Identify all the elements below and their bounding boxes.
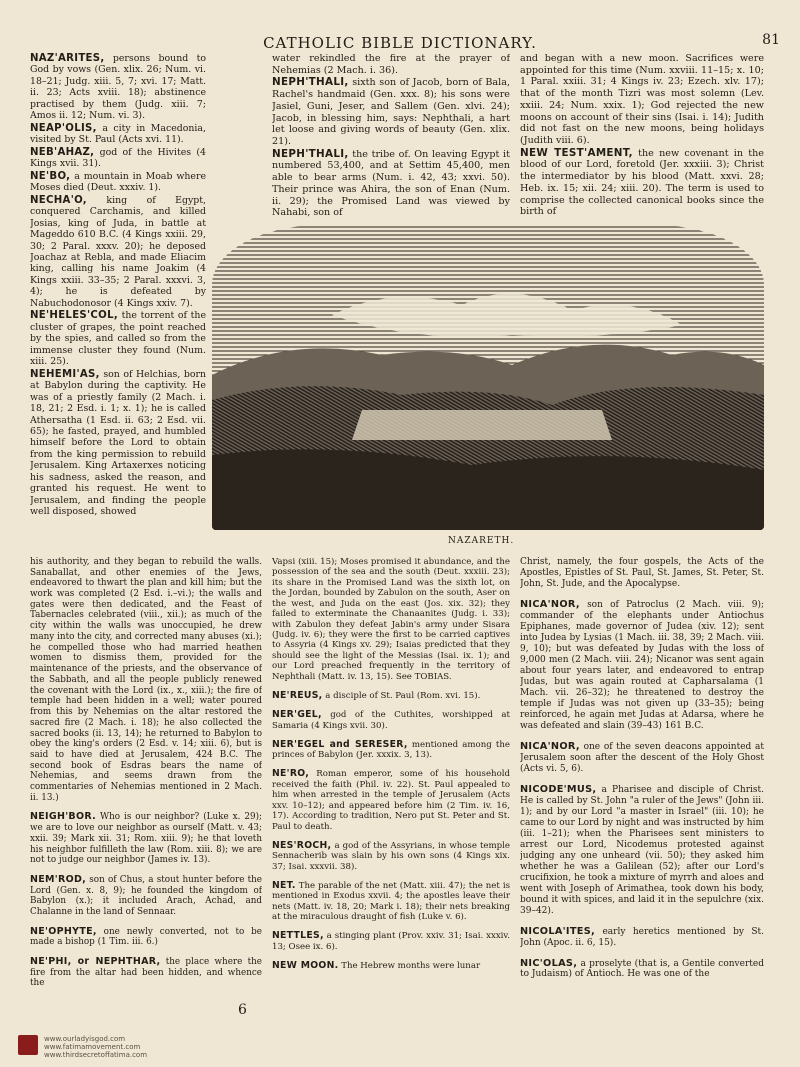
entry-headword: NICOLA'ITES,: [520, 925, 596, 937]
entry-headword: NECHA'O,: [30, 194, 87, 206]
nazareth-engraving: [212, 225, 764, 530]
entry-text: a stinging plant (Prov. xxiv. 31; Isai. xxxiv. 13; Osee ix. 6).: [272, 931, 510, 952]
dictionary-entry: [30, 310, 206, 367]
dictionary-entry: [272, 841, 510, 872]
dictionary-entry: [272, 881, 510, 923]
entry-headword: NE'REUS,: [272, 690, 323, 701]
entry-text: water rekindled the fire at the prayer of Nehemias (2 Mach. i. 36).: [272, 53, 510, 76]
entry-text: king of Egypt, conquered Carchamis, and killed Josias, king of Juda, in battle at Mageddo 610 B.C. (4 Kings xxiii. 29, 30; 2 Paral. xxxv. 20); he deposed Joachaz at Rebla, and made Eliacim king, calling his name Joakim (4 Kings xxiii. 33–35; 2 Paral. xxxvi. 3, 4); he is defeated by Nabuchodonosor (4 Kings xxiv. 7).: [30, 194, 206, 309]
entry-text: a city in Macedonia, visited by St. Paul (Acts xvi. 11).: [30, 122, 206, 146]
footer-url-2[interactable]: www.fatimamovement.com: [44, 1043, 141, 1051]
dictionary-entry: [30, 957, 262, 989]
dictionary-entry: [272, 53, 510, 76]
dictionary-entry: [272, 740, 510, 761]
running-title: CATHOLIC BIBLE DICTIONARY.: [263, 34, 537, 52]
dictionary-entry: [520, 557, 764, 590]
dictionary-entry: [30, 171, 206, 194]
column-3-lower: [520, 548, 764, 998]
entry-text: the new covenant in the blood of our Lord, foretold (Jer. xxxiii. 3); Christ the intermediator by his blood (Matt. xxvi. 28; Heb. ix. 15; xii. 24; xiii. 20). The term is used to comprise the collected canonical books since the birth of: [520, 147, 764, 218]
entry-headword: NEPH'THALI,: [272, 76, 349, 89]
entry-headword: NE'OPHYTE,: [30, 925, 97, 937]
entry-text: Christ, namely, the four gospels, the Acts of the Apostles, Epistles of St. Paul, St. James, St. Peter, St. John, St. Jude, and the Apocalypse.: [520, 557, 764, 589]
entry-headword: NICODE'MUS,: [520, 783, 597, 795]
entry-text: god of the Cuthites, worshipped at Samaria (4 Kings xvii. 30).: [272, 710, 510, 731]
entry-headword: NER'GEL,: [272, 709, 322, 721]
entry-headword: NAZ'ARITES,: [30, 53, 105, 64]
signature-mark: 6: [238, 1002, 247, 1018]
entry-headword: NEIGH'BOR.: [30, 811, 97, 823]
footer-url-3[interactable]: www.thirdsecretoffatima.com: [44, 1051, 148, 1059]
entry-headword: NEM'ROD,: [30, 873, 87, 885]
site-logo-icon: [18, 1035, 38, 1055]
entry-headword: NE'PHI, or NEPHTHAR,: [30, 955, 161, 967]
dictionary-entry: [272, 710, 510, 731]
entry-text: son of Helchias, born at Babylon during the captivity. He was of a priestly family (2 Mach. i. 18, 21; 2 Esd. i. 1; x. 1); he is called Athersatha (1 Esd. ii. 63; 2 Esd. vii. 65); he fasted, prayed, and humbled himself before the Lord to obtain from the king permission to rebuild Jerusalem. King Artaxerxes noticing his sadness, asked the reason, and granted his request. He went to Jerusalem, and finding the people well disposed, showed: [30, 368, 206, 518]
entry-text: a mountain in Moab where Moses died (Deut. xxxiv. 1).: [30, 170, 206, 194]
entry-headword: NETTLES,: [272, 930, 324, 942]
dictionary-entry: [520, 741, 764, 775]
entry-text: the place where the fire from the altar had been hidden, and whence the: [30, 956, 262, 989]
dictionary-entry: [30, 369, 206, 518]
entry-text: one newly converted, not to be made a bishop (1 Tim. iii. 6.): [30, 926, 262, 948]
entry-text: his authority, and they began to rebuild the walls. Sanaballat, and other enemies of the Jews, endeavored to thwart the plan and kill him; but the work was completed (2 Esd. i.–vi.); the walls and gates were then dedicated, and the Feast of Tabernacles celebrated (viii., xii.); as much of the city within the walls was unoccupied, he drew many into the city, and corrected many abuses (xi.); he compelled those who had married heathen women to dismiss them, provided for the maintenance of the priests, and the observance of the Sabbath, and all the people publicly renewed the covenant with the Lord (ix., x., xiii.); the fire of temple had been hidden in a well; water poured from this by Nehemias on the altar restored the sacred fire (2 Mach. i. 18); he also collected the sacred books (ii. 13, 14); he returned to Babylon to obey the king's orders (2 Esd. v. 14; xiii. 6), but is said to have died at Jerusalem, 424 B.C. The second book of Esdras bears the name of Nehemias, and seems drawn from the commentaries of Nehemias mentioned in 2 Mach. ii. 13.): [30, 556, 262, 803]
entry-text: a disciple of St. Paul (Rom. xvi. 15).: [325, 691, 481, 701]
entry-text: a proselyte (that is, a Gentile converted to Judaism) of Antioch. He was one of the: [520, 958, 764, 980]
entry-text: the tribe of. On leaving Egypt it numbered 53,400, and at Settim 45,400, men able to bear arms (Num. i. 42, 43; xxvi. 50). Their prince was Ahira, the son of Enan (Num. ii. 29); the Promised Land was viewed by Nahabi, son of: [272, 148, 510, 219]
entry-headword: NEB'AHAZ,: [30, 146, 95, 158]
figure-caption: NAZARETH.: [448, 536, 515, 546]
entry-text: god of the Hivites (4 Kings xvii. 31).: [30, 146, 206, 170]
dictionary-entry: [520, 926, 764, 949]
entry-text: Who is our neighbor? (Luke x. 29); we are to love our neighbor as ourself (Matt. v. 43; xxii. 39; Mark xii. 31; Rom. xiii. 9); he that loveth his neighbor fulfilleth the law (Rom. xiii. 8); we are not to judge our neighbor (James iv. 13).: [30, 812, 262, 866]
dictionary-entry: [30, 812, 262, 866]
dictionary-entry: [30, 147, 206, 170]
entry-headword: NIC'OLAS,: [520, 957, 578, 969]
dictionary-entry: [520, 958, 764, 981]
entry-text: Vapsi (xiii. 15); Moses promised it abundance, and the possession of the sea and the south (Deut. xxxiii. 23); its share in the Promised Land was the sixth lot, on the Jordan, bounded by Zabulon on the south, Aser on the west, and Juda on the east (Jos. xix. 32); they failed to exterminate the Chanaanites (Judg. i. 33); with Zabulon they defeat Jabin's army under Sisara (Judg. iv. 6); they were the first to be carried captives to Assyria (4 Kings xv. 29); Isaias predicted that they should see the light of the Messias (Isai. ix. 1); and our Lord preached frequently in the territory of Nephthali (Matt. iv. 13, 15). See TOBIAS.: [272, 556, 510, 682]
entry-headword: NE'HELES'COL,: [30, 310, 119, 322]
entry-text: the torrent of the cluster of grapes, the point reached by the spies, and called so from the immense cluster they found (Num. xiii. 25).: [30, 310, 206, 368]
dictionary-entry: [272, 691, 510, 701]
dictionary-entry: [520, 148, 764, 218]
entry-text: sixth son of Jacob, born of Bala, Rachel's handmaid (Gen. xxx. 8); his sons were Jasiel, Guni, Jeser, and Sallem (Gen. xlvi. 24); Jacob, in blessing him, says: Nephthali, a hart let loose and giving words of beauty (Gen. xlix. 21).: [272, 77, 510, 148]
column-3-upper: [520, 53, 764, 221]
dictionary-entry: [272, 557, 510, 683]
entry-headword: NICA'NOR,: [520, 598, 580, 610]
entry-headword: NES'ROCH,: [272, 839, 332, 851]
landscape-illustration: [212, 225, 764, 530]
dictionary-entry: [272, 931, 510, 952]
column-1-lower: [30, 548, 262, 998]
entry-text: son of Chus, a stout hunter before the Lord (Gen. x. 8, 9); he founded the kingdom of Babylon (x.); it included Arach, Achad, and Chalanne in the land of Sennaar.: [30, 874, 262, 918]
entry-text: Roman emperor, some of his household received the faith (Phil. iv. 22). St. Paul appealed to him when arrested in the temple of Jerusalem (Acts xxv. 10–12); and appeared before him (2 Tim. iv. 16, 17). According to tradition, Nero put St. Peter and St. Paul to death.: [272, 769, 510, 832]
entry-text: The parable of the net (Matt. xiii. 47); the net is mentioned in Exodus xxvii. 4; the apostles leave their nets (Matt. iv. 18, 20; Mark i. 18); their nets breaking at the miraculous draught of fish (Luke v. 6).: [272, 880, 510, 923]
dictionary-entry: [520, 53, 764, 147]
dictionary-entry: [272, 961, 510, 971]
entry-headword: NEHEMI'AS,: [30, 368, 100, 380]
entry-headword: NEAP'OLIS,: [30, 122, 97, 134]
entry-text: a god of the Assyrians, in whose temple Sennacherib was slain by his own sons (4 Kings xix. 37; Isai. xxxvii. 38).: [272, 840, 510, 872]
entry-text: son of Patroclus (2 Mach. viii. 9); commander of the elephants under Antiochus Epiphanes, made governor of Judea (xiv. 12); sent into Judea by Lysias (1 Mach. iii. 38, 39; 2 Mach. viii. 9, 10); but was defeated by Judas with the loss of 9,000 men (2 Mach. viii. 24); Nicanor was sent again about four years later, and endeavored to entrap Judas, but was again routed at Capharsalama (1 Mach. vii. 26–32); he threatened to destroy the temple if Judas was not given up (33–35); being reinforced, he again met Judas at Adarsa, where he was defeated and slain (39–43) 161 B.C.: [520, 599, 764, 731]
dictionary-entry: [272, 77, 510, 147]
entry-text: one of the seven deacons appointed at Jerusalem soon after the descent of the Holy Ghost (Acts vi. 5, 6).: [520, 741, 764, 774]
entry-headword: NE'RO,: [272, 768, 310, 780]
dictionary-entry: [30, 195, 206, 310]
entry-headword: NICA'NOR,: [520, 740, 580, 752]
dictionary-entry: [30, 53, 206, 122]
entry-headword: NE'BO,: [30, 170, 71, 182]
entry-headword: NEW MOON.: [272, 959, 339, 971]
dictionary-entry: [30, 927, 262, 948]
column-2-lower: [272, 548, 510, 998]
entry-text: The Hebrew months were lunar: [341, 960, 481, 971]
entry-headword: NEPH'THALI,: [272, 147, 349, 160]
entry-headword: NER'EGEL and SERESER,: [272, 738, 408, 750]
dictionary-entry: [30, 875, 262, 918]
entry-headword: NEW TEST'AMENT,: [520, 146, 633, 159]
dictionary-entry: [272, 769, 510, 832]
entry-text: persons bound to God by vows (Gen. xlix. 26; Num. vi. 18–21; Judg. xiii. 5, 7; xvi. 17; Matt. ii. 23; Acts xviii. 18); abstinence practised by them (Judg. xiii. 7; Amos ii. 12; Num. vi. 3).: [30, 53, 206, 122]
entry-text: early heretics mentioned by St. John (Apoc. ii. 6, 15).: [520, 926, 764, 948]
dictionary-entry: [272, 149, 510, 219]
footer-url-1[interactable]: www.ourladyisgod.com: [44, 1035, 126, 1043]
page-number: 81: [762, 32, 780, 48]
column-1-upper: [30, 53, 206, 533]
entry-text: and began with a new moon. Sacrifices were appointed for this time (Num. xxviii. 11–15; x. 10; 1 Paral. xxiii. 31; 4 Kings iv. 23; Ezech. xlv. 17); that of the month Tizri was most solemn (Lev. xxiii. 24; Num. xxix. 1); God rejected the new moons on account of their sins (Isai. i. 14); Judith did not fast on the new moons, being holidays (Judith viii. 6).: [520, 53, 764, 147]
entry-headword: NET.: [272, 879, 296, 891]
dictionary-entry: [30, 123, 206, 146]
dictionary-entry: [520, 599, 764, 732]
dictionary-entry: [520, 784, 764, 917]
entry-text: a Pharisee and disciple of Christ. He is called by St. John "a ruler of the Jews" (John iii. 1); and by our Lord "a master in Israel" (iii. 10); he came to our Lord by night and was instructed by him (iii. 1–21); when the Pharisees sent ministers to arrest our Lord, Nicodemus protested against judging any one unheard (vii. 50); they asked him whether he was a Galilean (52); after our Lord's crucifixion, he took a mixture of myrrh and aloes and went with Joseph of Arimathea, took down his body, bound it with spices, and laid it in the sepulchre (xix. 39–42).: [520, 784, 764, 916]
column-2-upper: [272, 53, 510, 221]
entry-text: mentioned among the princes of Babylon (Jer. xxxix. 3, 13).: [272, 739, 510, 761]
dictionary-entry: [30, 557, 262, 804]
